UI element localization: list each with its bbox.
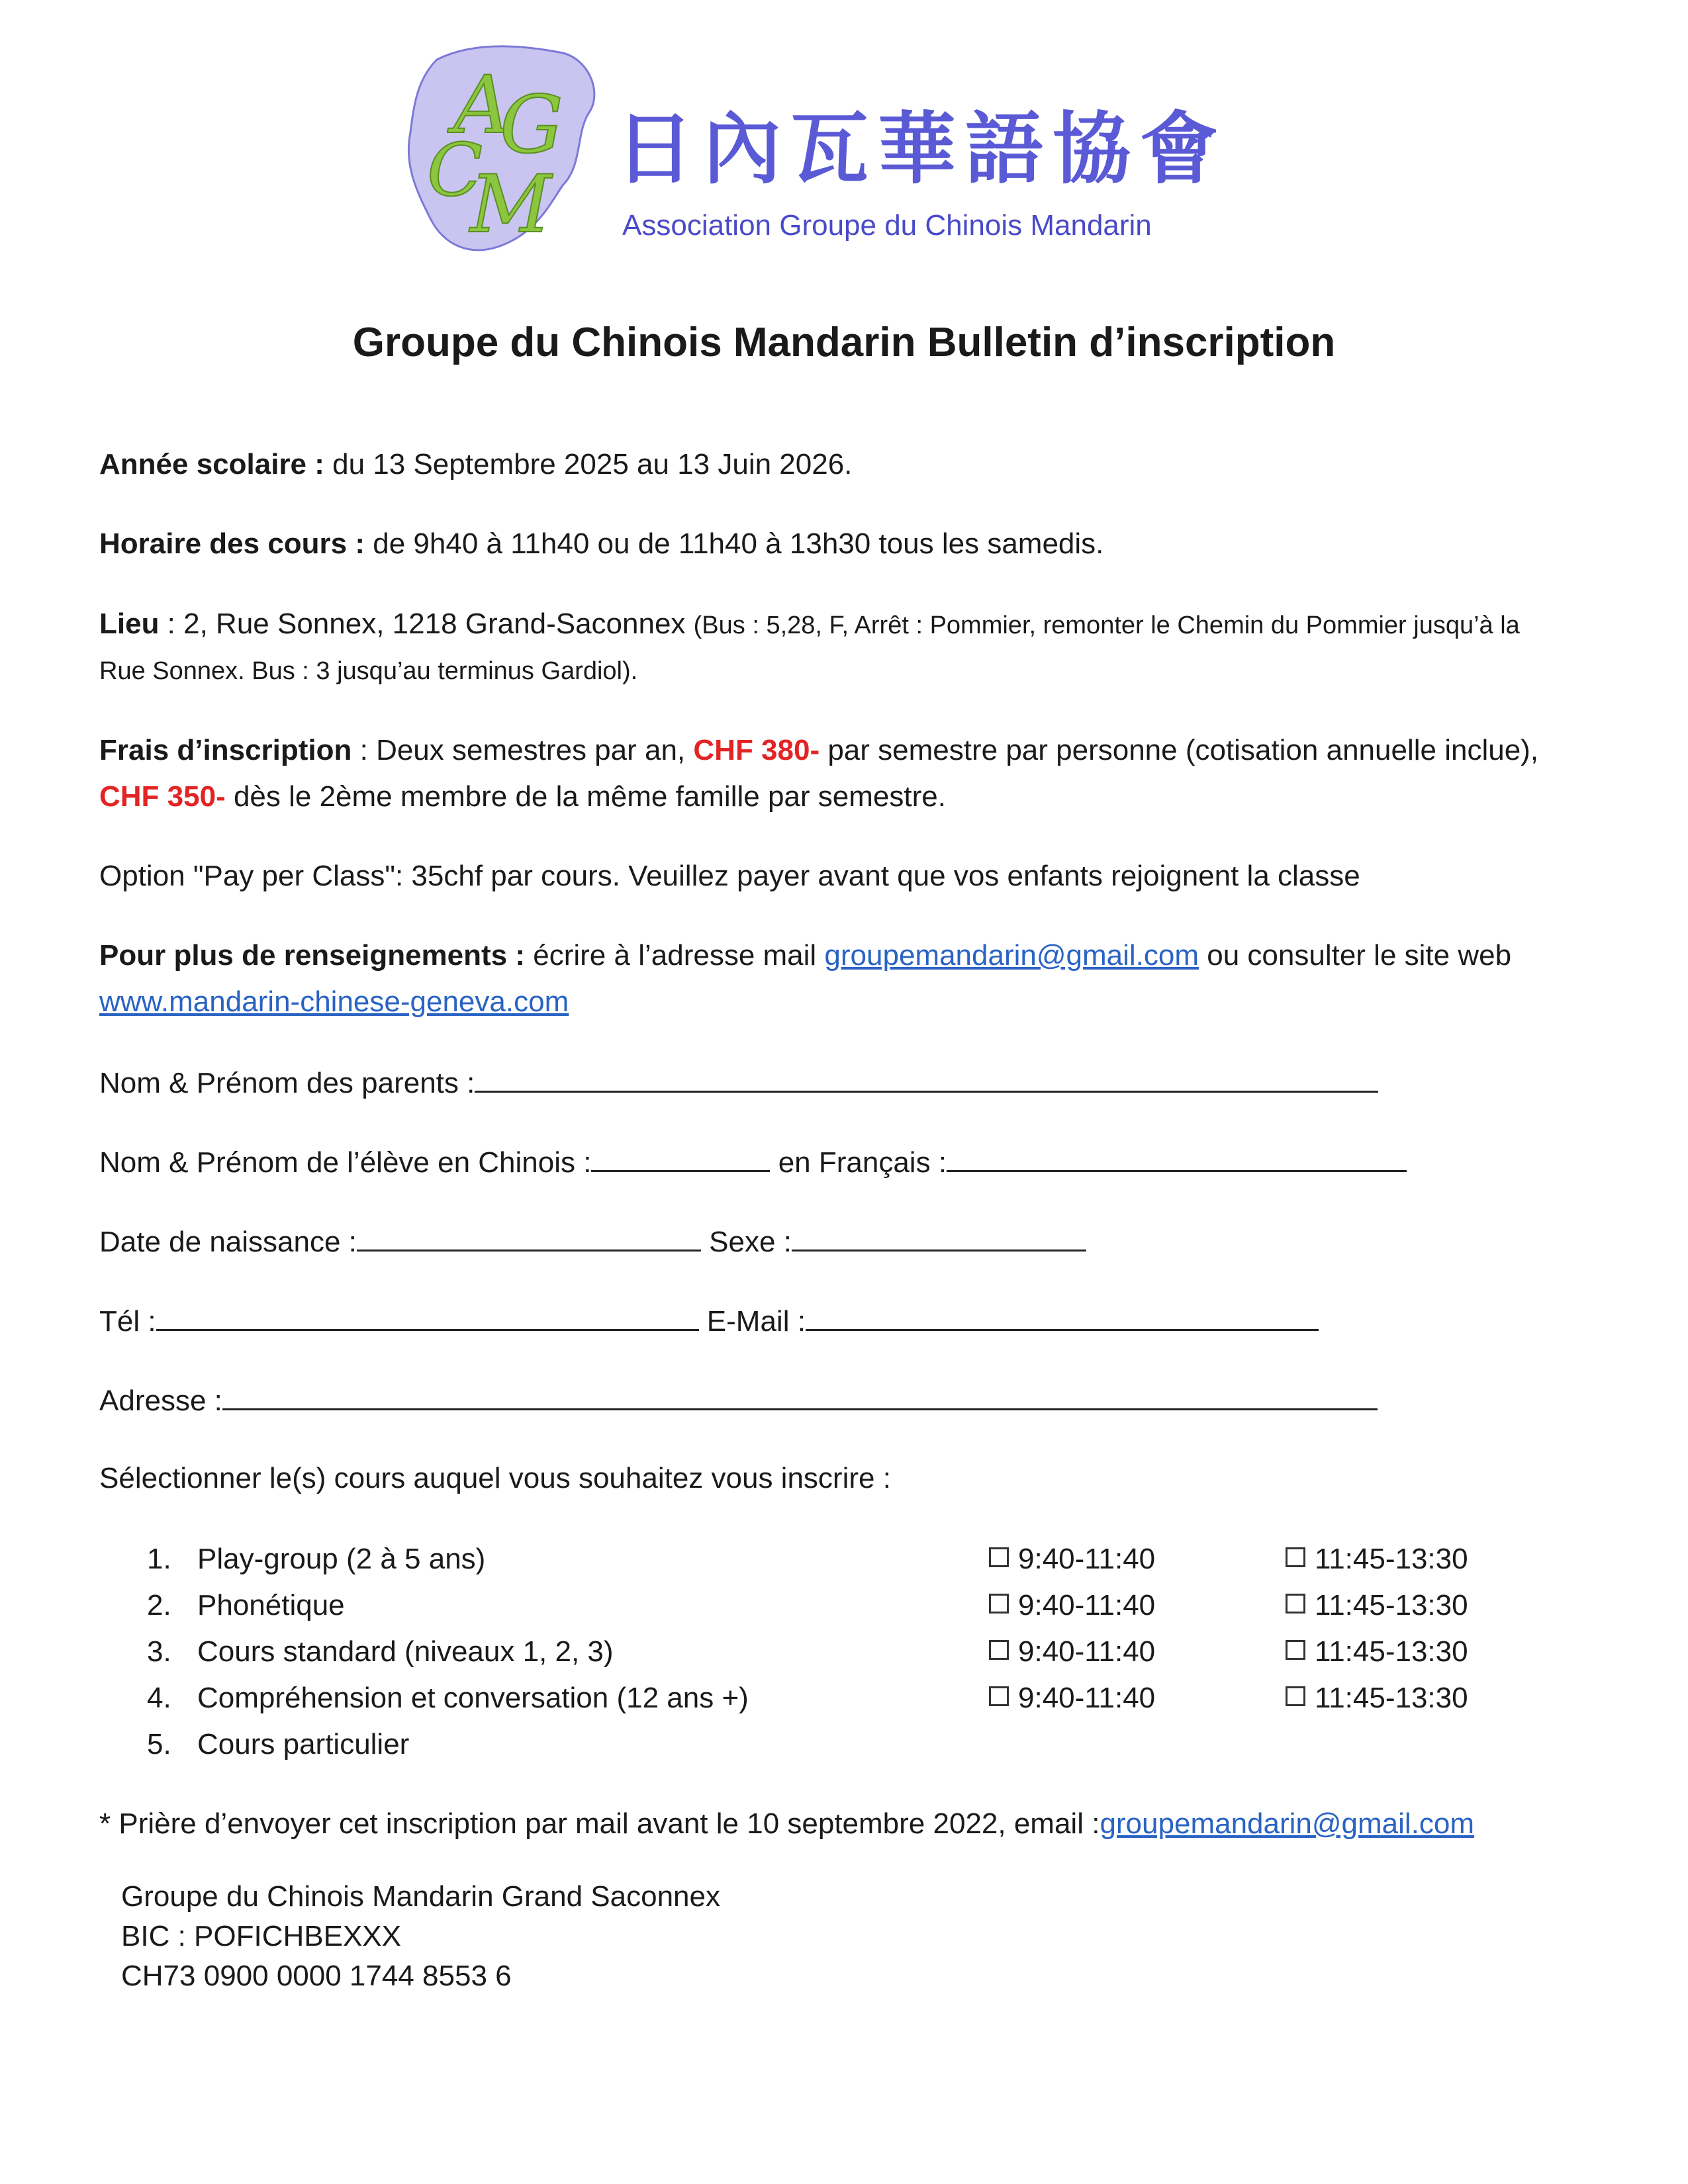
checkbox-icon (989, 1594, 1009, 1614)
email-input[interactable] (806, 1302, 1319, 1331)
course-number: 3. (147, 1635, 171, 1668)
slot-midday-checkbox[interactable] (1286, 1681, 1468, 1715)
horaire-des-cours (99, 527, 1103, 561)
course-number: 1. (147, 1543, 171, 1575)
slot-morning-checkbox[interactable] (989, 1542, 1155, 1576)
slot-morning-checkbox[interactable] (989, 1681, 1155, 1715)
frais-text-2: par semestre par personne (cotisation annuelle inclue), (820, 734, 1539, 766)
slot-midday-checkbox[interactable] (1286, 1588, 1468, 1623)
renseignements-label: Pour plus de renseignements : (99, 939, 526, 972)
parents-field (99, 1064, 1378, 1101)
slot-morning-label: 9:40-11:40 (1018, 1543, 1156, 1575)
parents-label: Nom & Prénom des parents : (99, 1067, 475, 1099)
lieu-note: (Bus : 5,28, F, Arrêt : Pommier, remonter le Chemin du Pommier jusqu’à la (693, 612, 1520, 639)
eleve-chinois-label: Nom & Prénom de l’élève en Chinois : (99, 1146, 592, 1179)
frais-label: Frais d’inscription (99, 734, 352, 766)
frais-inscription (99, 733, 1538, 768)
pay-per-class-option: Option "Pay per Class": 35chf par cours. Veuillez payer avant que vos enfants rejoignent la classe (99, 860, 1360, 892)
logo-chinese-name: 日內瓦華語協會 (616, 103, 1228, 195)
renseignements-text-2: ou consulter le site web (1199, 939, 1512, 972)
annee-value: du 13 Septembre 2025 au 13 Juin 2026. (324, 448, 853, 480)
slot-midday-label: 11:45-13:30 (1315, 1635, 1468, 1668)
checkbox-icon (1286, 1594, 1305, 1614)
naissance-input[interactable] (357, 1223, 701, 1251)
tel-label: Tél : (99, 1305, 156, 1338)
sexe-input[interactable] (792, 1223, 1086, 1251)
deadline-email-link[interactable]: groupemandarin@gmail.com (1100, 1807, 1475, 1840)
renseignements-text: écrire à l’adresse mail (525, 939, 825, 972)
tel-email-field (99, 1302, 1319, 1339)
naissance-sexe-field (99, 1223, 1086, 1259)
tel-input[interactable] (156, 1302, 699, 1331)
frais-text-3: dès le 2ème membre de la même famille par semestre. (225, 780, 946, 813)
annee-label: Année scolaire : (99, 448, 324, 480)
lieu-note-continued: Rue Sonnex. Bus : 3 jusqu’au terminus Gardiol). (99, 657, 638, 685)
checkbox-icon (1286, 1686, 1305, 1706)
contact-email-link[interactable]: groupemandarin@gmail.com (824, 939, 1199, 972)
deadline-note-text: * Prière d’envoyer cet inscription par mail avant le 10 septembre 2022, email : (99, 1807, 1100, 1840)
checkbox-icon (1286, 1547, 1305, 1567)
frais-second-line (99, 780, 946, 814)
slot-midday-label: 11:45-13:30 (1315, 1543, 1468, 1575)
slot-midday-label: 11:45-13:30 (1315, 1682, 1468, 1714)
logo-english-name: Association Groupe du Chinois Mandarin (622, 209, 1152, 242)
course-name: Cours particulier (197, 1728, 410, 1760)
sexe-label: Sexe : (700, 1226, 792, 1258)
course-name: Play-group (2 à 5 ans) (197, 1543, 486, 1575)
horaire-value: de 9h40 à 11h40 ou de 11h40 à 13h30 tous les samedis. (365, 527, 1104, 560)
select-courses-prompt: Sélectionner le(s) cours auquel vous souhaitez vous inscrire : (99, 1462, 891, 1494)
eleve-chinois-input[interactable] (591, 1144, 770, 1172)
logo-letter-g: G (500, 79, 563, 171)
eleve-francais-input[interactable] (947, 1144, 1407, 1172)
frais-text: : Deux semestres par an, (352, 734, 694, 766)
eleve-field (99, 1144, 1407, 1180)
eleve-francais-label: en Français : (770, 1146, 947, 1179)
slot-midday-label: 11:45-13:30 (1315, 1589, 1468, 1621)
naissance-label: Date de naissance : (99, 1226, 357, 1258)
course-name: Phonétique (197, 1589, 345, 1621)
slot-morning-label: 9:40-11:40 (1018, 1682, 1156, 1714)
adresse-field (99, 1382, 1378, 1418)
course-name: Cours standard (niveaux 1, 2, 3) (197, 1635, 614, 1668)
annee-scolaire (99, 447, 852, 482)
lieu-label: Lieu (99, 608, 160, 640)
adresse-input[interactable] (222, 1382, 1378, 1410)
logo-emblem (391, 33, 609, 265)
horaire-label: Horaire des cours : (99, 527, 365, 560)
page-title: Groupe du Chinois Mandarin Bulletin d’inscription (352, 320, 1336, 365)
parents-input[interactable] (475, 1064, 1378, 1093)
slot-morning-label: 9:40-11:40 (1018, 1589, 1156, 1621)
website-link[interactable]: www.mandarin-chinese-geneva.com (99, 985, 569, 1018)
lieu (99, 607, 1520, 643)
slot-morning-label: 9:40-11:40 (1018, 1635, 1156, 1668)
course-number: 5. (147, 1728, 171, 1760)
price-380: CHF 380- (693, 734, 820, 766)
slot-midday-checkbox[interactable] (1286, 1635, 1468, 1669)
bank-bic: BIC : POFICHBEXXX (121, 1920, 401, 1952)
lieu-value: : 2, Rue Sonnex, 1218 Grand-Saconnex (159, 608, 694, 640)
slot-morning-checkbox[interactable] (989, 1588, 1155, 1623)
bank-name: Groupe du Chinois Mandarin Grand Saconnex (121, 1880, 720, 1913)
price-350: CHF 350- (99, 780, 226, 813)
logo (391, 33, 1251, 271)
deadline-note (99, 1807, 1474, 1841)
adresse-label: Adresse : (99, 1385, 222, 1417)
checkbox-icon (1286, 1640, 1305, 1660)
renseignements (99, 938, 1511, 973)
checkbox-icon (989, 1686, 1009, 1706)
checkbox-icon (989, 1640, 1009, 1660)
course-name: Compréhension et conversation (12 ans +) (197, 1682, 749, 1714)
bank-iban: CH73 0900 0000 1744 8553 6 (121, 1960, 512, 1992)
logo-letter-c: C (427, 128, 483, 212)
slot-midday-checkbox[interactable] (1286, 1542, 1468, 1576)
course-number: 2. (147, 1589, 171, 1621)
logo-letter-m: M (470, 159, 551, 251)
logo-letter-a: A (453, 60, 511, 152)
email-label: E-Mail : (698, 1305, 806, 1338)
course-number: 4. (147, 1682, 171, 1714)
slot-morning-checkbox[interactable] (989, 1635, 1155, 1669)
checkbox-icon (989, 1547, 1009, 1567)
